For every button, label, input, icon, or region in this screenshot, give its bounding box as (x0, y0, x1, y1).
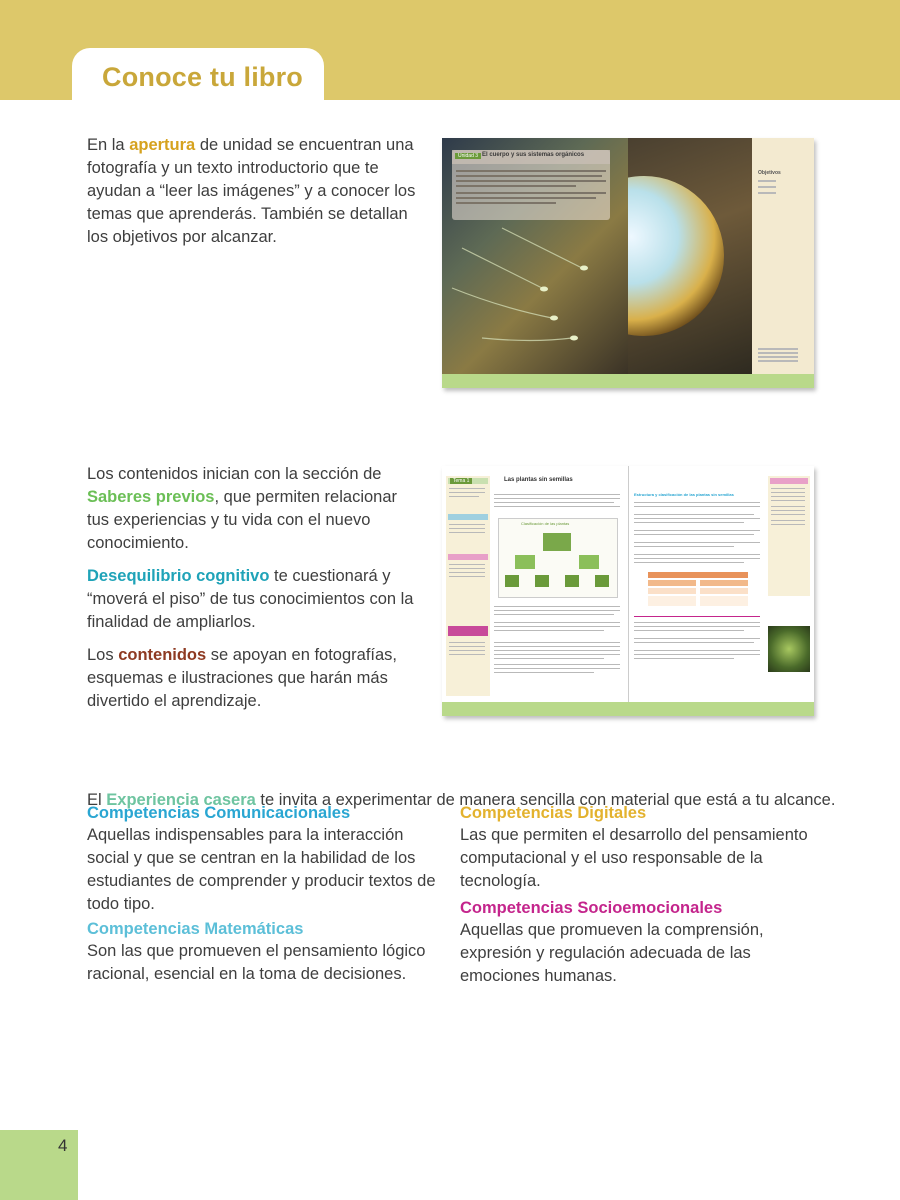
sperm-illustration (442, 138, 628, 374)
text-fragment: El (87, 791, 107, 809)
unit-title: El cuerpo y sus sistemas orgánicos (482, 152, 585, 158)
book-preview-contenidos (442, 466, 814, 716)
page-footer-strip (442, 702, 628, 716)
page-footer-strip (628, 702, 814, 716)
side-panel (446, 476, 490, 696)
saberes-previos-paragraph (87, 463, 417, 555)
text-fragment: te cuestionará y “moverá el piso” de tus conocimientos con la finalidad de ampliarlos. (87, 567, 414, 631)
text-fragment: Los (87, 646, 119, 664)
diagram-title: Clasificación de las plantas (521, 521, 570, 526)
text-fragment: , que permiten relacionar tus experiencias y tu vida con el nuevo conocimiento. (87, 488, 398, 552)
apertura-description (87, 134, 417, 249)
keyword-desequilibrio-cognitivo: Desequilibrio cognitivo (87, 567, 270, 585)
text-fragment: te invita a experimentar de manera sencilla con material que está a tu alcance. (255, 791, 836, 809)
classification-diagram (498, 518, 618, 598)
moss-photo (768, 626, 810, 672)
competencias-matematicas (87, 918, 442, 986)
competencias-socioemocionales (460, 897, 815, 988)
competencias-socioemocionales-title: Competencias Socioemocionales (460, 899, 723, 917)
side-panel-right (768, 476, 810, 596)
contenidos-description (87, 463, 417, 713)
competencias-socioemocionales-text: Aquellas que promueven la comprensión, expresión y regulación adecuada de las emociones humanas. (460, 921, 764, 985)
page-title: Conoce tu libro (102, 62, 303, 92)
desequilibrio-paragraph (87, 565, 417, 634)
text-fragment: de unidad se encuentran una fotografía y un texto introductorio que te ayudan a “leer las imágenes” y a conocer los temas que aprenderás. También se detallan los objetivos por alcanzar. (87, 136, 416, 246)
keyword-contenidos: contenidos (118, 646, 207, 664)
egg-illustration (628, 138, 814, 374)
book-preview-apertura (442, 138, 814, 388)
page-footer-strip (628, 374, 814, 388)
page-footer-strip (442, 374, 628, 388)
competencias-digitales-title: Competencias Digitales (460, 804, 647, 822)
text-fragment: En la (87, 136, 130, 154)
competencias-digitales (460, 802, 815, 893)
keyword-experiencia-casera: Experiencia casera (106, 791, 256, 809)
keyword-saberes-previos: Saberes previos (87, 488, 215, 506)
contenidos-paragraph (87, 644, 417, 713)
keyword-apertura: apertura (129, 136, 196, 154)
objectives-label: Objetivos (758, 170, 781, 176)
competencias-matematicas-text: Son las que promueven el pensamiento lógico racional, esencial en la toma de decisiones. (87, 942, 426, 983)
competencias-comunicacionales-text: Aquellas indispensables para la interacción social y que se centran en la habilidad de los estudiantes de comprender y producir textos de todo tipo. (87, 826, 436, 913)
theme-title: Las plantas sin semillas (504, 477, 573, 483)
competencias-comunicacionales (87, 802, 442, 916)
unit-label: Unidad 3 (455, 153, 481, 159)
competencias-matematicas-title: Competencias Matemáticas (87, 920, 304, 938)
classification-table (648, 572, 748, 608)
competencias-comunicacionales-title: Competencias Comunicacionales (87, 804, 351, 822)
right-heading: Estructura y clasificación de las plantas sin semillas (634, 492, 734, 497)
page-number: 4 (58, 1136, 68, 1155)
competencias-digitales-text: Las que permiten el desarrollo del pensamiento computacional y el uso responsable de la tecnología. (460, 826, 808, 890)
theme-label: Tema 1 (450, 478, 472, 484)
text-fragment: se apoyan en fotografías, esquemas e ilustraciones que harán más divertido el aprendizaje. (87, 646, 398, 710)
text-fragment: Los contenidos inician con la sección de (87, 465, 382, 483)
